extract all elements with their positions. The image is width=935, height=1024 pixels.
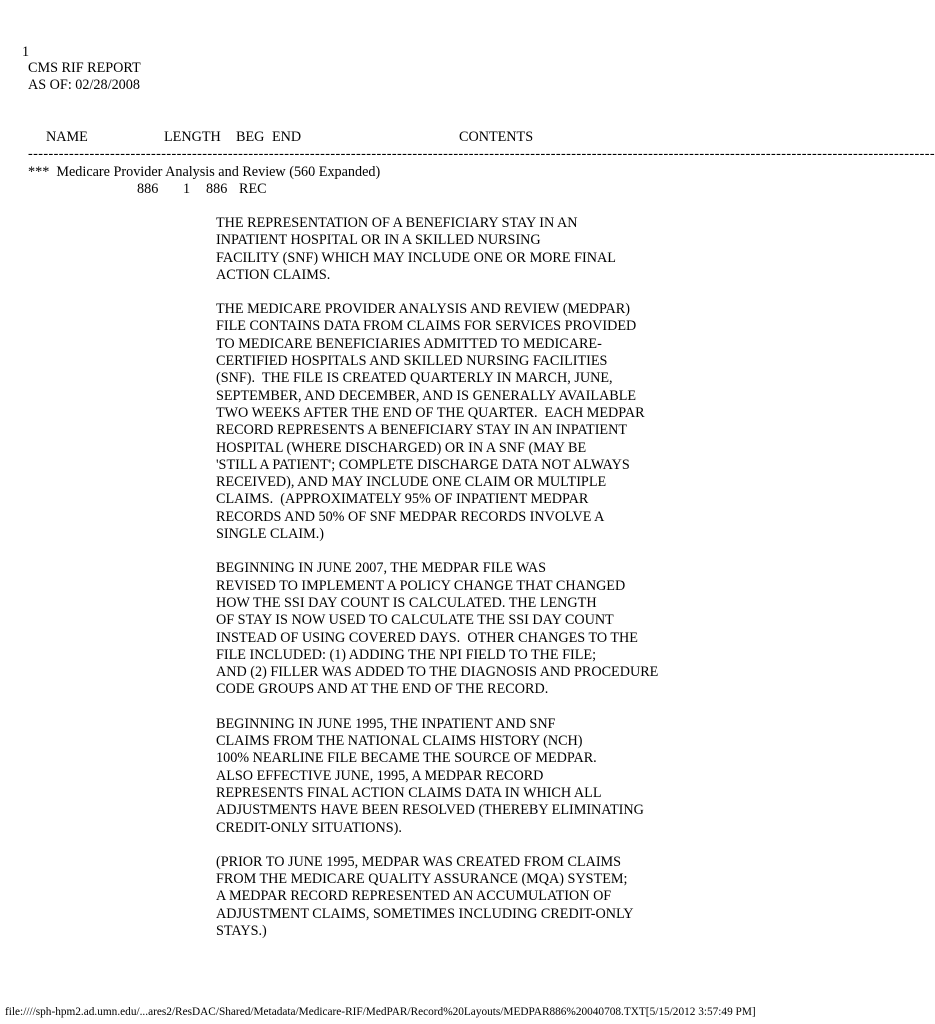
file-path-footer: file:////sph-hpm2.ad.umn.edu/...ares2/ResDAC/Shared/Metadata/Medicare-RIF/MedPAR/Record%20Layouts/MEDPAR886%20040708.TXT[5/15/2012 3:57:49 PM] (5, 1006, 756, 1018)
contents-line: REPRESENTS FINAL ACTION CLAIMS DATA IN WHICH ALL (216, 784, 602, 801)
contents-line: RECORDS AND 50% OF SNF MEDPAR RECORDS INVOLVE A (216, 508, 605, 525)
contents-line: RECORD REPRESENTS A BENEFICIARY STAY IN AN INPATIENT (216, 422, 628, 439)
contents-line: SEPTEMBER, AND DECEMBER, AND IS GENERALLY AVAILABLE (216, 387, 637, 404)
contents-line: STAYS.) (216, 922, 267, 939)
page-number: 1 (22, 44, 30, 60)
contents-paragraph (216, 215, 716, 284)
contents-line: FACILITY (SNF) WHICH MAY INCLUDE ONE OR MORE FINAL (216, 249, 616, 266)
contents-paragraph (216, 301, 716, 543)
contents-line: THE MEDICARE PROVIDER ANALYSIS AND REVIEW (MEDPAR) (216, 301, 630, 318)
column-header-beg: BEG (236, 129, 265, 145)
contents-line: BEGINNING IN JUNE 2007, THE MEDPAR FILE WAS (216, 560, 546, 577)
column-header-contents: CONTENTS (459, 129, 534, 145)
contents-line: CLAIMS FROM THE NATIONAL CLAIMS HISTORY (NCH) (216, 733, 583, 750)
contents-line: BEGINNING IN JUNE 1995, THE INPATIENT AND SNF (216, 715, 556, 732)
contents-line: THE REPRESENTATION OF A BENEFICIARY STAY IN AN (216, 215, 578, 231)
contents-line: ADJUSTMENT CLAIMS, SOMETIMES INCLUDING CREDIT-ONLY (216, 905, 634, 922)
contents-line: FROM THE MEDICARE QUALITY ASSURANCE (MQA) SYSTEM; (216, 871, 628, 888)
report-as-of-date: AS OF: 02/28/2008 (28, 77, 140, 93)
contents-line: CERTIFIED HOSPITALS AND SKILLED NURSING FACILITIES (216, 353, 608, 370)
contents-line: A MEDPAR RECORD REPRESENTED AN ACCUMULATION OF (216, 888, 612, 905)
contents-paragraph (216, 560, 716, 698)
contents-line: INSTEAD OF USING COVERED DAYS. OTHER CHANGES TO THE (216, 629, 638, 646)
record-name: REC (239, 181, 267, 197)
contents-line: AND (2) FILLER WAS ADDED TO THE DIAGNOSIS AND PROCEDURE (216, 664, 659, 681)
contents-line: ADJUSTMENTS HAVE BEEN RESOLVED (THEREBY ELIMINATING (216, 802, 644, 819)
contents-line: (SNF). THE FILE IS CREATED QUARTERLY IN MARCH, JUNE, (216, 370, 613, 387)
contents-line: REVISED TO IMPLEMENT A POLICY CHANGE THAT CHANGED (216, 577, 626, 594)
contents-line: ACTION CLAIMS. (216, 266, 331, 283)
contents-line: CODE GROUPS AND AT THE END OF THE RECORD. (216, 681, 549, 698)
contents-line: HOSPITAL (WHERE DISCHARGED) OR IN A SNF (MAY BE (216, 439, 587, 456)
contents-description (216, 215, 716, 957)
contents-line: OF STAY IS NOW USED TO CALCULATE THE SSI DAY COUNT (216, 612, 614, 629)
contents-line: 100% NEARLINE FILE BECAME THE SOURCE OF MEDPAR. (216, 750, 597, 767)
contents-line: TO MEDICARE BENEFICIARIES ADMITTED TO MEDICARE- (216, 335, 602, 352)
contents-line: TWO WEEKS AFTER THE END OF THE QUARTER. EACH MEDPAR (216, 404, 645, 421)
contents-line: INPATIENT HOSPITAL OR IN A SKILLED NURSING (216, 232, 541, 249)
report-title: CMS RIF REPORT (28, 60, 141, 76)
contents-line: HOW THE SSI DAY COUNT IS CALCULATED. THE LENGTH (216, 594, 597, 611)
record-length: 886 (137, 181, 159, 197)
column-header-end: END (272, 129, 302, 145)
record-end: 886 (206, 181, 228, 197)
contents-line: 'STILL A PATIENT'; COMPLETE DISCHARGE DATA NOT ALWAYS (216, 456, 630, 473)
contents-line: SINGLE CLAIM.) (216, 526, 324, 543)
contents-line: ALSO EFFECTIVE JUNE, 1995, A MEDPAR RECORD (216, 767, 544, 784)
record-beg: 1 (183, 181, 191, 197)
contents-line: FILE CONTAINS DATA FROM CLAIMS FOR SERVICES PROVIDED (216, 318, 637, 335)
contents-line: RECEIVED), AND MAY INCLUDE ONE CLAIM OR MULTIPLE (216, 474, 607, 491)
contents-paragraph (216, 716, 716, 837)
contents-line: CREDIT-ONLY SITUATIONS). (216, 819, 402, 836)
contents-line: CLAIMS. (APPROXIMATELY 95% OF INPATIENT MEDPAR (216, 491, 589, 508)
contents-paragraph (216, 854, 716, 940)
record-title: *** Medicare Provider Analysis and Review (560 Expanded) (28, 164, 381, 180)
contents-line: FILE INCLUDED: (1) ADDING THE NPI FIELD TO THE FILE; (216, 646, 597, 663)
column-header-length: LENGTH (164, 129, 221, 145)
contents-line: (PRIOR TO JUNE 1995, MEDPAR WAS CREATED FROM CLAIMS (216, 853, 622, 870)
header-divider: --------------------------------------------------------------------------------------------------------------------------------------------------------------------------------- (28, 146, 935, 162)
column-header-name: NAME (46, 129, 88, 145)
